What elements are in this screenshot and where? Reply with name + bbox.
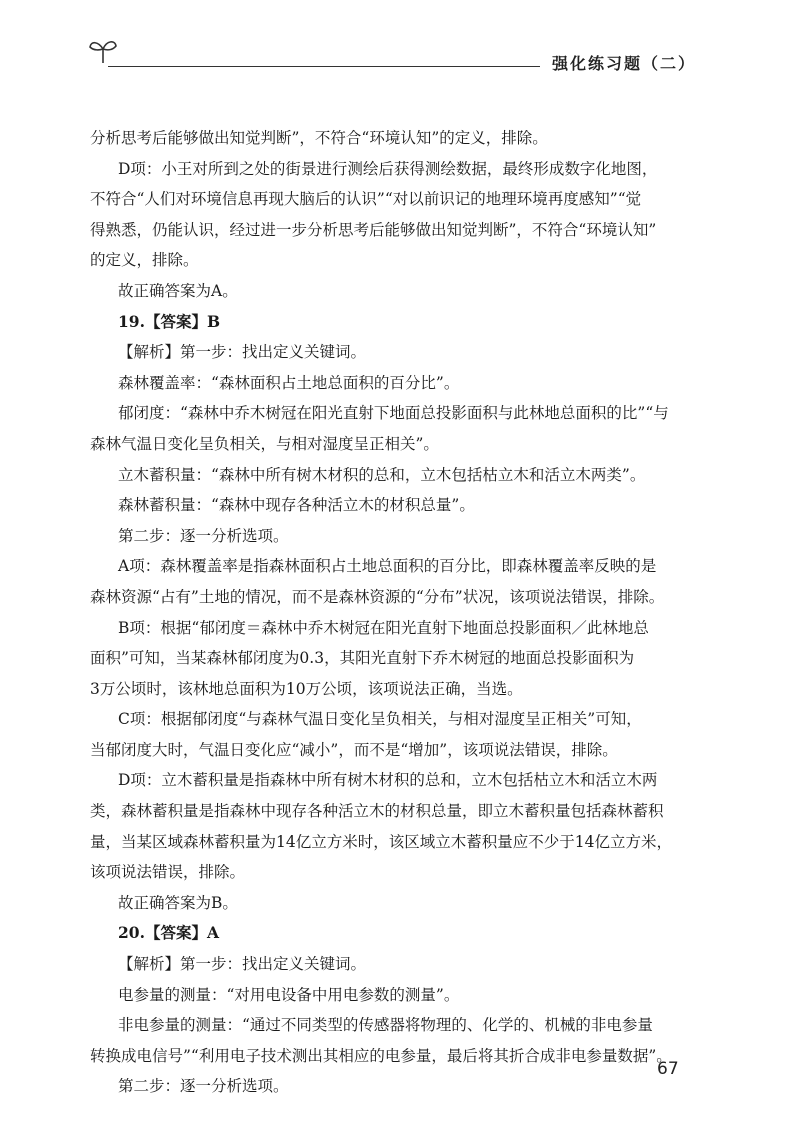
text-line: 第二步：逐一分析选项。 bbox=[118, 1077, 289, 1096]
sprout-icon bbox=[88, 38, 118, 64]
text-line: 的定义，排除。 bbox=[90, 251, 199, 270]
header-rule bbox=[108, 66, 540, 67]
section-title: 强化练习题（二） bbox=[552, 54, 697, 73]
page-body bbox=[90, 123, 696, 1102]
text-line: 立木蓄积量：“森林中所有树木材积的总和，立木包括枯立木和活立木两类”。 bbox=[118, 465, 646, 484]
page-number: 67 bbox=[657, 1059, 679, 1079]
text-line: 森林资源“占有”土地的情况，而不是森林资源的“分布”状况，该项说法错误，排除。 bbox=[90, 587, 665, 606]
text-line: 量，当某区域森林蓄积量为14亿立方米时，该区域立木蓄积量应不少于14亿立方米， bbox=[90, 832, 672, 851]
text-line: 该项说法错误，排除。 bbox=[90, 863, 246, 882]
text-line: 【解析】第一步：找出定义关键词。 bbox=[118, 343, 367, 362]
text-line: 分析思考后能够做出知觉判断”，不符合“环境认知”的定义，排除。 bbox=[90, 129, 548, 147]
text-line: 第二步：逐一分析选项。 bbox=[118, 526, 289, 545]
text-line: 【解析】第一步：找出定义关键词。 bbox=[118, 955, 367, 974]
text-line: 转换成电信号”“利用电子技术测出其相应的电参量，最后将其折合成非电参量数据”。 bbox=[90, 1046, 672, 1065]
text-line: 得熟悉，仍能认识，经过进一步分析思考后能够做出知觉判断”，不符合“环境认知” bbox=[90, 220, 657, 239]
text-line: 故正确答案为A。 bbox=[118, 281, 238, 300]
text-line: 森林蓄积量：“森林中现存各种活立木的材积总量”。 bbox=[118, 496, 475, 515]
text-line: 类，森林蓄积量是指森林中现存各种活立木的材积总量，即立木蓄积量包括森林蓄积 bbox=[90, 802, 664, 821]
text-line: 面积”可知，当某森林郁闭度为0.3，其阳光直射下乔木树冠的地面总投影面积为 bbox=[90, 649, 635, 668]
answer-heading: 20.【答案】A bbox=[118, 923, 219, 943]
text-line: 郁闭度：“森林中乔木树冠在阳光直射下地面总投影面积与此林地总面积的比”“与 bbox=[118, 404, 669, 423]
text-line: 当郁闭度大时，气温日变化应“减小”，而不是“增加”，该项说法错误，排除。 bbox=[90, 740, 618, 759]
page-header bbox=[0, 0, 800, 90]
text-line: 电参量的测量：“对用电设备中用电参数的测量”。 bbox=[118, 985, 460, 1004]
text-line: A项：森林覆盖率是指森林面积占土地总面积的百分比，即森林覆盖率反映的是 bbox=[118, 557, 657, 576]
text-line: 非电参量的测量：“通过不同类型的传感器将物理的、化学的、机械的非电参量 bbox=[118, 1016, 653, 1035]
text-line: 不符合“人们对环境信息再现大脑后的认识”“对以前识记的地理环境再度感知”“觉 bbox=[90, 190, 642, 209]
text-line: 森林气温日变化呈负相关，与相对湿度呈正相关”。 bbox=[90, 434, 439, 453]
text-line: 故正确答案为B。 bbox=[118, 893, 238, 912]
text-line: 3万公顷时，该林地总面积为10万公顷，该项说法正确，当选。 bbox=[90, 679, 523, 698]
text-line: D项：小王对所到之处的街景进行测绘后获得测绘数据，最终形成数字化地图， bbox=[118, 159, 658, 178]
text-line: C项：根据郁闭度“与森林气温日变化呈负相关，与相对湿度呈正相关”可知， bbox=[118, 710, 642, 729]
text-line: D项：立木蓄积量是指森林中所有树木材积的总和，立木包括枯立木和活立木两 bbox=[118, 771, 658, 790]
answer-heading: 19.【答案】B bbox=[118, 311, 221, 331]
text-line: 森林覆盖率：“森林面积占土地总面积的百分比”。 bbox=[118, 373, 460, 392]
text-line: B项：根据“郁闭度＝森林中乔木树冠在阳光直射下地面总投影面积／此林地总 bbox=[118, 618, 649, 637]
